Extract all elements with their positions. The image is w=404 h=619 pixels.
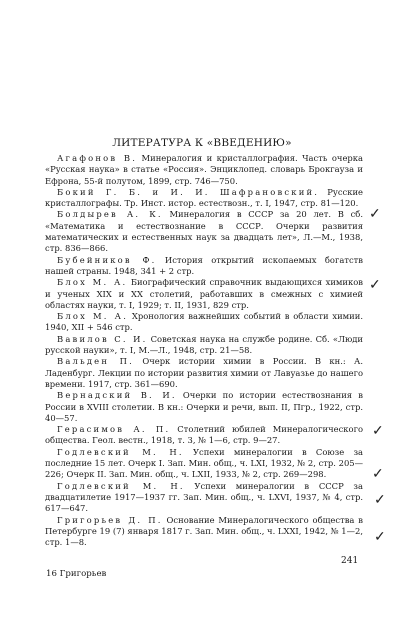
check-mark-icon: ✓ [372, 423, 384, 439]
bibliography-entry [45, 153, 363, 187]
entry-text: Столетний юбилей Минералогического общества. Геол. вестн., 1918, т. 3, № 1—6, стр. 9—27. [45, 424, 363, 446]
entry-author: Годлевский М. Н. [57, 446, 184, 457]
bibliography-entry [45, 515, 363, 549]
entry-author: Вернадский В. И. [57, 390, 177, 401]
entry-text: Русские кристаллографы. Тр. Инст. истор. естествозн., т. I, 1947, стр. 81—120. [45, 186, 363, 209]
bibliography-entry [45, 209, 363, 254]
check-mark-icon: ✓ [369, 206, 381, 222]
entry-author: Агафонов В. [57, 153, 138, 163]
entry-text: Успехи минералогии в СССР за двадцатилетие 1917—1937 гг. Зап. Мин. общ., ч. LXVI, 1937, № 4, стр. 617—647. [45, 480, 363, 514]
entry-author: Вавилов С. И. [57, 333, 148, 344]
entry-author: Бокий Г. Б. и И. И. Шафрановский. [57, 186, 320, 197]
check-mark-icon: ✓ [374, 529, 386, 545]
signature-mark: 16 Григорьев [46, 569, 107, 579]
check-mark-icon: ✓ [372, 466, 384, 482]
bibliography-entry [45, 424, 363, 447]
bibliography-list [45, 153, 363, 548]
entry-author: Вальден П. [57, 356, 135, 367]
bibliography-entry [45, 356, 363, 390]
check-mark-icon: ✓ [369, 277, 381, 293]
entry-author: Блох М. А. [57, 311, 129, 322]
entry-author: Годлевский М. Н. [57, 480, 185, 491]
entry-author: Блох М. А. [57, 277, 128, 288]
section-heading: ЛИТЕРАТУРА К «ВВЕДЕНИЮ» [112, 137, 292, 149]
entry-text: Хронология важнейших событий в области химии. 1940, XII + 546 стр. [45, 311, 363, 333]
bibliography-entry [45, 255, 363, 278]
entry-text: Биографический справочник выдающихся химиков и ученых XIX и XX столетий, работавших в смежных с химией областях науки, т. I, 1929; т. II, 1931, 829 стр. [45, 277, 363, 310]
entry-text: Минералогия в СССР за 20 лет. В сб. «Математика и естествознание в СССР. Очерки развития математических и естественных наук за двадцать лет», Л.—М., 1938, стр. 836—866. [45, 209, 363, 254]
bibliography-entry [45, 187, 363, 210]
bibliography-entry [45, 390, 363, 424]
bibliography-entry [45, 277, 363, 311]
check-mark-icon: ✓ [374, 492, 386, 508]
entry-text: Основание Минералогического общества в Петербурге 19 (7) января 1817 г. Зап. Мин. общ., ч. LXXI, 1942, № 1—2, стр. 1—8. [45, 514, 363, 548]
page-number: 241 [341, 556, 359, 566]
entry-author: Григорьев Д. П. [57, 514, 163, 525]
entry-text: Очерк истории химии в России. В кн.: А. Ладенбург. Лекции по истории развития химии от Лавуазье до нашего времени. 1917, стр. 361—690. [45, 356, 363, 389]
entry-author: Бубейников Ф. [57, 254, 157, 265]
entry-text: Очерки по истории естествознания в России в XVIII столетии. В кн.: Очерки и речи, вып. II, Пгр., 1922, стр. 40—57. [45, 390, 363, 423]
bibliography-entry [45, 311, 363, 334]
entry-text: История открытий ископаемых богатств нашей страны. 1948, 341 + 2 стр. [45, 254, 363, 276]
bibliography-entry [45, 447, 363, 481]
entry-author: Болдырев А. К. [57, 209, 163, 220]
bibliography-entry [45, 334, 363, 357]
entry-text: Успехи минералогии в Союзе за последние 15 лет. Очерк I. Зап. Мин. общ., ч. LXI, 1932, № 2, стр. 205—226; Очерк II. Зап. Мин. общ., ч. LXII, 1933, № 2, стр. 269—298. [45, 446, 364, 480]
bibliography-entry [45, 481, 363, 515]
entry-text: Минералогия и кристаллография. Часть очерка «Русская наука» в статье «Россия». Энциклопед. словарь Брокгауза и Ефрона, 55-й полутом, 1899, стр. 746—750. [45, 153, 363, 186]
entry-author: Герасимов А. П. [57, 424, 171, 435]
entry-text: Советская наука на службе родине. Сб. «Люди русской науки», т. I, М.—Л., 1948, стр. 21—58. [45, 333, 364, 356]
